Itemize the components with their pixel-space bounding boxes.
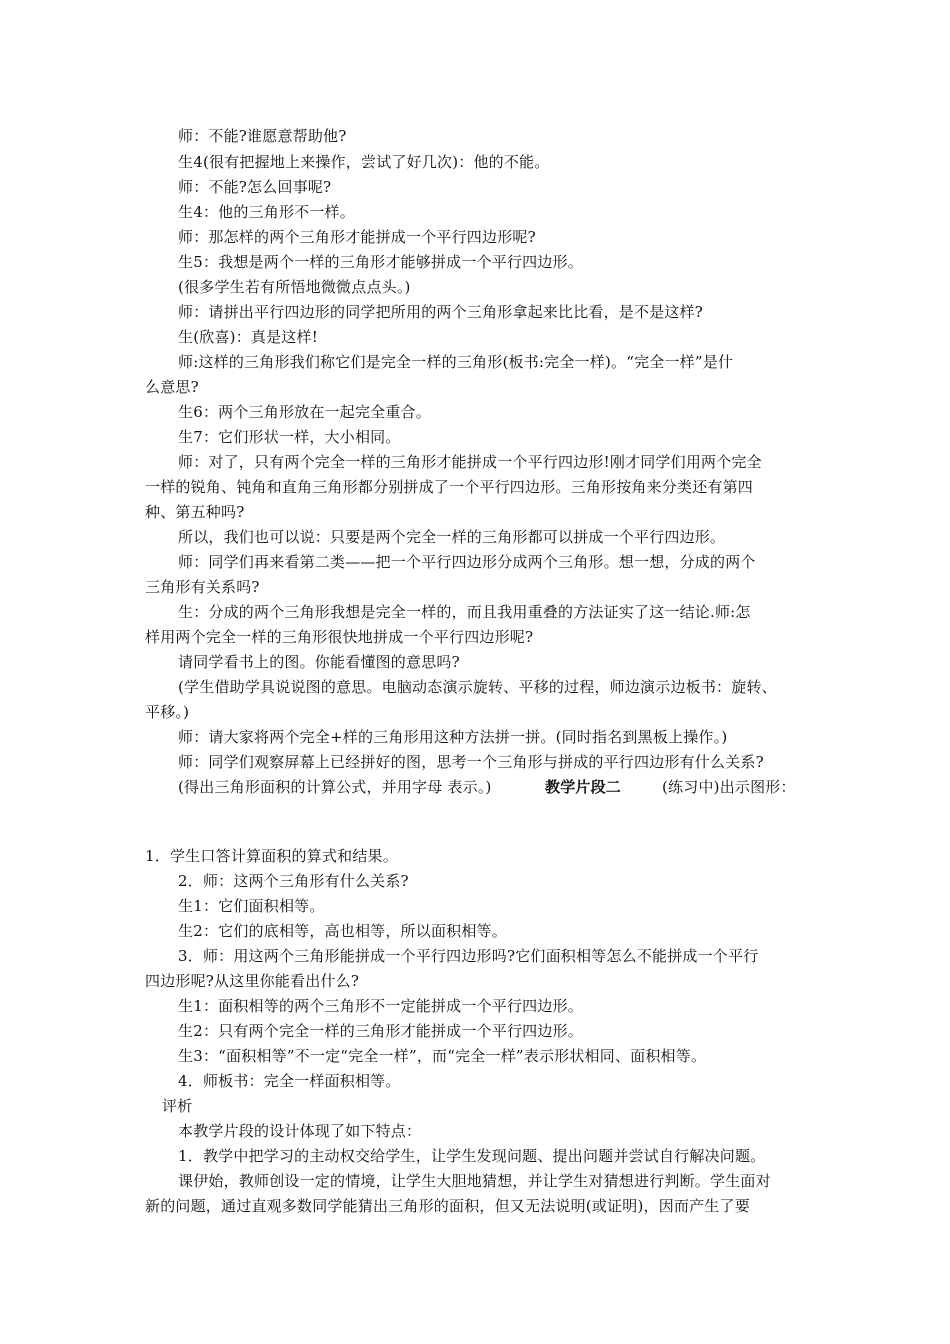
text-line: 么意思? <box>145 378 199 396</box>
text-line: 本教学片段的设计体现了如下特点： <box>178 1122 422 1140</box>
text-line: 生1：面积相等的两个三角形不一定能拼成一个平行四边形。 <box>178 997 583 1015</box>
text-line: 师：那怎样的两个三角形才能拼成一个平行四边形呢? <box>178 228 536 246</box>
text-line: 生6：两个三角形放在一起完全重合。 <box>178 403 431 421</box>
text-line: 生2：只有两个完全一样的三角形才能拼成一个平行四边形。 <box>178 1022 583 1040</box>
section-heading: 教学片段二 <box>545 778 622 796</box>
text-line: 一样的锐角、钝角和直角三角形都分别拼成了一个平行四边形。三角形按角来分类还有第四 <box>145 478 754 496</box>
text-line: 师：不能?怎么回事呢? <box>178 178 332 196</box>
text-line: 生：分成的两个三角形我想是完全一样的，而且我用重叠的方法证实了这一结论.师:怎 <box>178 603 751 621</box>
text-line: 生(欣喜)：真是这样! <box>178 328 318 346</box>
text-line: 师：同学们再来看第二类——把一个平行四边形分成两个三角形。想一想，分成的两个 <box>178 553 756 571</box>
text-line: 生2：它们的底相等，高也相等，所以面积相等。 <box>178 922 507 940</box>
text-line: 2．师：这两个三角形有什么关系? <box>178 872 409 890</box>
text-line: 师：请拼出平行四边形的同学把所用的两个三角形拿起来比比看，是不是这样? <box>178 303 704 321</box>
text-line: 生1：它们面积相等。 <box>178 897 325 915</box>
text-line: 4．师板书：完全一样面积相等。 <box>178 1072 401 1090</box>
text-line: 请同学看书上的图。你能看懂图的意思吗? <box>178 653 460 671</box>
text-line: 课伊始，教师创设一定的情境，让学生大胆地猜想，并让学生对猜想进行判断。学生面对 <box>178 1172 771 1190</box>
text-line: 三角形有关系吗? <box>145 578 260 596</box>
text-line: (练习中)出示图形： <box>662 778 796 796</box>
text-line: 所以，我们也可以说：只要是两个完全一样的三角形都可以拼成一个平行四边形。 <box>178 528 726 546</box>
text-line: 样用两个完全一样的三角形很快地拼成一个平行四边形呢? <box>145 628 534 646</box>
text-line: 种、第五种吗? <box>145 503 245 521</box>
text-line: (学生借助学具说说图的意思。电脑动态演示旋转、平移的过程，师边演示边板书：旋转、 <box>178 678 777 696</box>
text-line: 师：请大家将两个完全+样的三角形用这种方法拼一拼。(同时指名到黑板上操作。) <box>178 728 728 746</box>
text-line: 平移。) <box>145 703 190 721</box>
text-line: 生4(很有把握地上来操作，尝试了好几次)：他的不能。 <box>178 153 550 171</box>
text-line: 生7：它们形状一样，大小相同。 <box>178 428 401 446</box>
text-line: (很多学生若有所悟地微微点点头。) <box>178 278 411 296</box>
text-line: 师：不能?谁愿意帮助他? <box>178 127 347 145</box>
text-line: 1．学生口答计算面积的算式和结果。 <box>145 847 398 865</box>
text-line: 新的问题，通过直观多数同学能猜出三角形的面积，但又无法说明(或证明)，因而产生了要 <box>145 1197 750 1215</box>
text-line: 师：对了，只有两个完全一样的三角形才能拼成一个平行四边形!刚才同学们用两个完全 <box>178 453 762 471</box>
text-line: 四边形呢?从这里你能看出什么? <box>145 972 360 990</box>
text-line: 生5：我想是两个一样的三角形才能够拼成一个平行四边形。 <box>178 253 583 271</box>
text-line: 生4：他的三角形不一样。 <box>178 203 355 221</box>
text-line: 师:这样的三角形我们称它们是完全一样的三角形(板书:完全一样)。“完全一样”是什 <box>178 353 734 371</box>
text-line: 3．师：用这两个三角形能拼成一个平行四边形吗?它们面积相等怎么不能拼成一个平行 <box>178 947 759 965</box>
text-line: (得出三角形面积的计算公式，并用字母 表示。) <box>178 778 492 796</box>
section-heading: 评析 <box>162 1097 193 1115</box>
text-line: 师：同学们观察屏幕上已经拼好的图，思考一个三角形与拼成的平行四边形有什么关系? <box>178 753 764 771</box>
text-line: 1．教学中把学习的主动权交给学生，让学生发现问题、提出问题并尝试自行解决问题。 <box>178 1147 766 1165</box>
text-line: 生3：“面积相等”不一定“完全一样”，而“完全一样”表示形状相同、面积相等。 <box>178 1047 707 1065</box>
